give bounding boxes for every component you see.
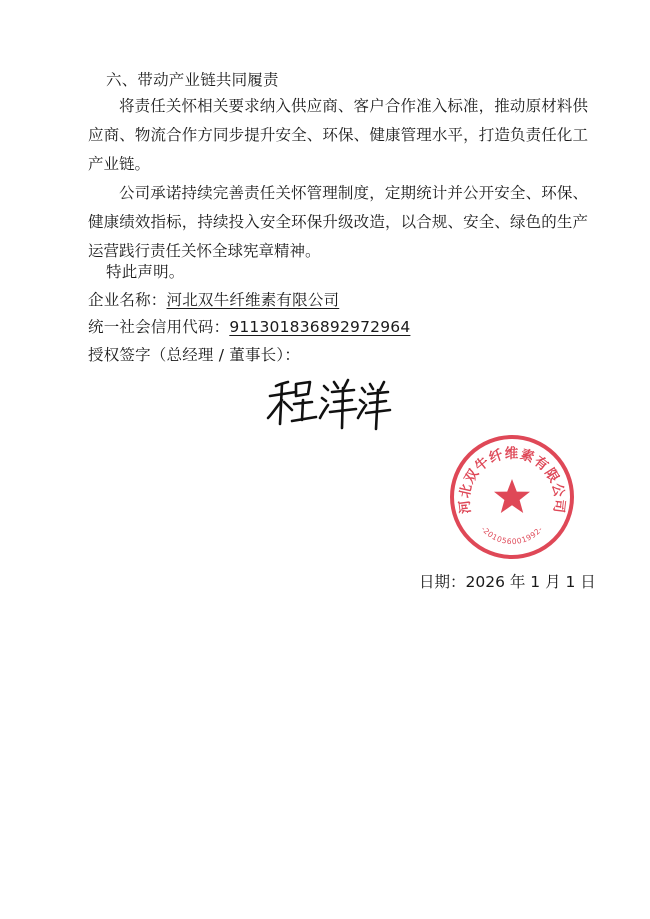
company-seal-stamp [447,432,577,562]
handwritten-signature [262,372,392,432]
section-heading: 六、带动产业链共同履责 [106,71,279,89]
paragraph-2-text: 公司承诺持续完善责任关怀管理制度，定期统计并公开安全、环保、健康绩效指标，持续投入安全环保升级改造，以合规、安全、绿色的生产运营践行责任关怀全球宪章精神。 [88,184,588,260]
document-date: 日期：2026 年 1 月 1 日 [419,573,596,591]
closing-statement: 特此声明。 [106,263,185,281]
svg-text:-201056001992-: -201056001992- [479,524,545,547]
credit-code-label: 统一社会信用代码： [88,318,230,336]
paragraph-commitment [88,179,588,266]
svg-text:河北双牛纤维素有限公司: 河北双牛纤维素有限公司 [456,445,568,515]
paragraph-1-text: 将责任关怀相关要求纳入供应商、客户合作准入标准，推动原材料供应商、物流合作方同步提升安全、环保、健康管理水平，打造负责任化工产业链。 [88,97,588,173]
company-name-value: 河北双牛纤维素有限公司 [166,291,340,309]
company-name-label: 企业名称： [88,291,167,309]
authorized-signature-label: 授权签字（总经理 / 董事长）： [88,346,301,364]
paragraph-supply-chain [88,92,588,179]
credit-code-row [88,317,410,337]
company-name-row [88,290,339,310]
credit-code-value: 91130183689297296​4 [229,318,411,336]
